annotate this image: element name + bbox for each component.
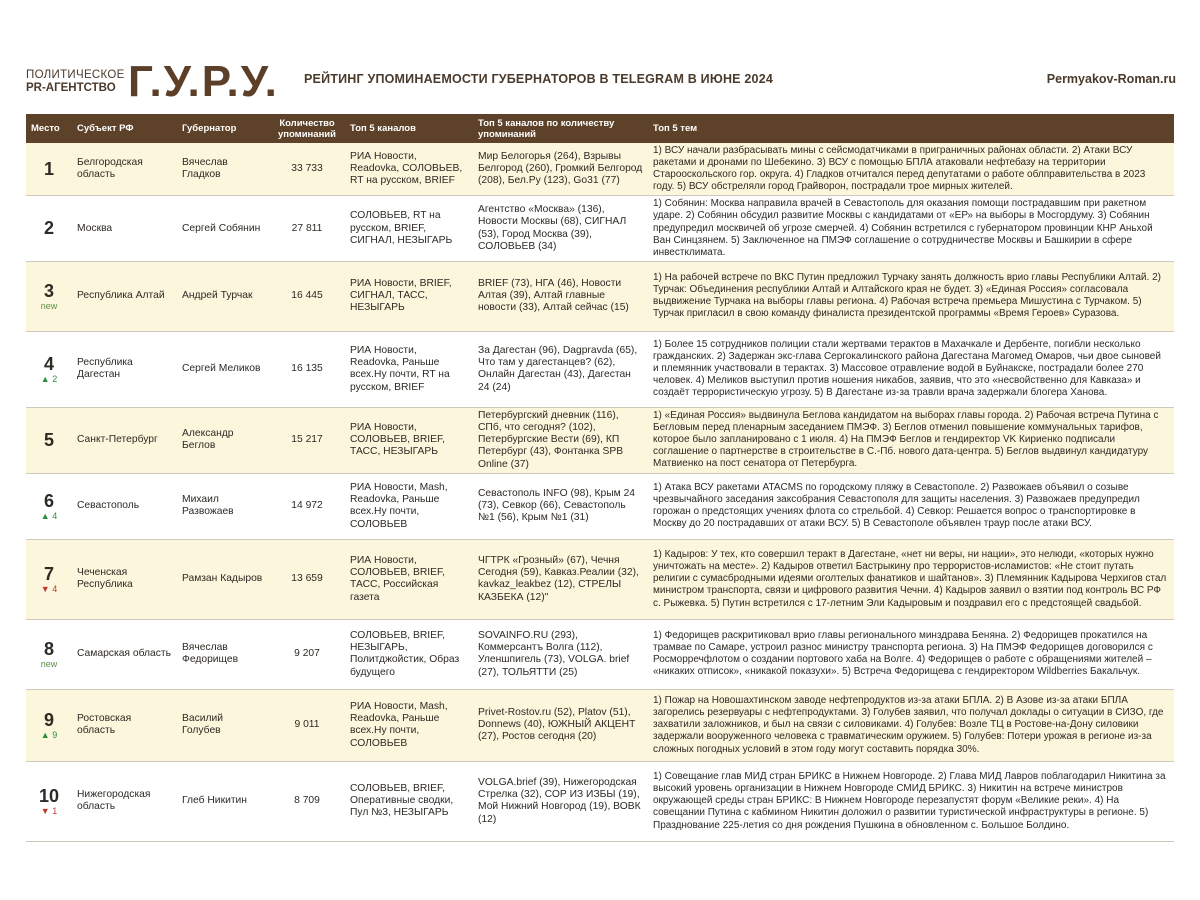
top-topics-cell: 1) ВСУ начали разбрасывать мины с сейсмодатчиками в приграничных районах области. 2) Атаки ВСУ ракетами и дронами по Шебекино. 3) ВСУ с помощью БПЛА атаковали нефтебазу на территории Старооскольского гор. округа. 4) Гладков отчитался перед депутатами о работе облправительства в 2023 году. 5) ВСУ обстреляли город Грайворон, пострадали трое мирных жителей. [648,143,1174,196]
region-cell: Белгородская область [72,143,177,196]
agency-line-1: ПОЛИТИЧЕСКОЕ [26,69,125,81]
top-channels-count-cell: VOLGA.brief (39), Нижегородская Стрелка (32), СОР ИЗ ИЗБЫ (19), Мой Нижний Новгород (19), ВОВК (12) [473,761,648,841]
rank-cell [26,619,72,689]
guru-logo: Г.У.Р.У. [128,57,279,106]
table-row [26,473,1174,539]
top-channels-count-cell: Агентство «Москва» (136), Новости Москвы (68), СИГНАЛ (53), Город Москва (39), СОЛОВЬЕВ (34) [473,196,648,261]
region-cell: Самарская область [72,619,177,689]
top-channels-cell: РИА Новости, СОЛОВЬЕВ, BRIEF, ТАСС, Российская газета [345,539,473,619]
rank-number: 7 [43,563,54,584]
governor-cell: Василий Голубев [177,689,269,761]
rank-change-badge: new [40,300,58,311]
region-cell: Чеченская Республика [72,539,177,619]
table-row [26,761,1174,841]
top-channels-count-cell: BRIEF (73), НГА (46), Новости Алтая (39), Алтай главные новости (33), Алтай сейчас (15) [473,261,648,331]
top-topics-cell: 1) Атака ВСУ ракетами ATACMS по городскому пляжу в Севастополе. 2) Развожаев объявил о созыве чрезвычайного заседания заксобрания Севастополя для защиты населения. 3) Развожаев предупредил горожан о предстоящих учениях флота со стрельбой. 4) Севкор: Решается вопрос о транспортировке в Москву до 20 пострадавших от атаки ВСУ. 5) В Севастополе объявлен траур после атаки ВСУ. [648,473,1174,539]
col-topics-header: Топ 5 тем [648,114,1174,143]
region-cell: Санкт-Петербург [72,407,177,473]
top-topics-cell: 1) Кадыров: У тех, кто совершил теракт в Дагестане, «нет ни веры, ни нации», это нелюди, «которых нужно уничтожать на месте». 2) Кадыров ответил Бастрыкину про террористов-исламистов: «Не стоит путать религии с сумасбродными идеями оголтелых фанатиков и шайтанов». 3) Племянник Кадырова Черхигов стал министром транспорта, связи и цифрового развития Чечни. 4) Кадыров заявил о взятии под контроль ВС РФ с. Рыжевка. 5) Путин встретился с 17-летним Эли Кадыровым и поздравил его с предстоящей свадьбой. [648,539,1174,619]
governor-cell: Рамзан Кадыров [177,539,269,619]
mentions-count-cell: 9 011 [269,689,345,761]
rank-cell [26,539,72,619]
region-cell: Республика Алтай [72,261,177,331]
rank-change-badge: ▲ 2 [40,373,58,384]
table-row [26,689,1174,761]
governor-cell: Михаил Развожаев [177,473,269,539]
rank-cell [26,689,72,761]
top-channels-cell: СОЛОВЬЕВ, BRIEF, Оперативные сводки, Пул №3, НЕЗЫГАРЬ [345,761,473,841]
top-topics-cell: 1) «Единая Россия» выдвинула Беглова кандидатом на выборах главы города. 2) Рабочая встреча Путина с Бегловым перед пленарным заседанием ПМЭФ. 3) Беглов отменил повышение коммунальных тарифов, которое было запланировано с 1 июля. 4) На ПМЭФ Беглов и гендиректор VK Кириенко подписали соглашение о партнерстве в строительстве в С.-Пб. нового дата-центра. 5) Беглов выдвинул кандидатуру Матвиенко на пост сенатора от Петербурга. [648,407,1174,473]
table-row [26,619,1174,689]
top-channels-cell: РИА Новости, Mash, Readovka, Раньше всех.Ну почти, СОЛОВЬЕВ [345,473,473,539]
top-channels-cell: РИА Новости, Readovka, Раньше всех.Ну почти, RT на русском, BRIEF [345,331,473,407]
region-cell: Ростовская область [72,689,177,761]
rank-number: 10 [38,785,60,806]
rank-change-badge: ▲ 9 [40,729,58,740]
rank-cell [26,331,72,407]
rank-cell [26,473,72,539]
rank-cell [26,143,72,196]
col-channels-header: Топ 5 каналов [345,114,473,143]
rank-change-badge: new [40,658,58,669]
mentions-count-cell: 33 733 [269,143,345,196]
governor-cell: Вячеслав Федорищев [177,619,269,689]
rank-number: 9 [43,709,54,730]
top-channels-count-cell: SOVAINFO.RU (293), Коммерсантъ Волга (112), Уленшпигель (73), VOLGA. brief (27), ТОЛЬЯТТИ (25) [473,619,648,689]
site-link[interactable]: Permyakov-Roman.ru [1046,72,1176,86]
top-channels-cell: СОЛОВЬЕВ, BRIEF, НЕЗЫГАРЬ, Политджойстик, Образ будущего [345,619,473,689]
governor-cell: Андрей Турчак [177,261,269,331]
governor-cell: Сергей Меликов [177,331,269,407]
rank-cell [26,261,72,331]
mentions-count-cell: 15 217 [269,407,345,473]
mentions-count-cell: 27 811 [269,196,345,261]
governor-cell: Сергей Собянин [177,196,269,261]
rank-cell [26,196,72,261]
governor-cell: Вячеслав Гладков [177,143,269,196]
rank-number: 6 [43,490,54,511]
col-rank-header: Место [26,114,72,143]
region-cell: Москва [72,196,177,261]
table-row [26,261,1174,331]
rank-number: 4 [43,353,54,374]
mentions-count-cell: 8 709 [269,761,345,841]
rank-cell [26,761,72,841]
rank-change-badge: ▼ 4 [40,583,58,594]
top-channels-count-cell: Севастополь INFO (98), Крым 24 (73), Севкор (66), Севастополь №1 (56), Крым №1 (31) [473,473,648,539]
table-row [26,331,1174,407]
col-channels-count-header: Топ 5 каналов по количеству упоминаний [473,114,648,143]
mentions-count-cell: 16 445 [269,261,345,331]
top-topics-cell: 1) Более 15 сотрудников полиции стали жертвами терактов в Махачкале и Дербенте, погибли несколько гражданских. 2) Задержан экс-глава Сергокалинского района Дагестана Магомед Омаров, чьи двое сыновей и племянник участвовали в терактах. 3) Массовое отравление водой в Буйнакске, пострадали более 270 человек. 4) Меликов выступил против ношения никабов, заявив, что это «несвойственно для Кавказа» и создаёт террористическую угрозу. 5) В Дагестане из-за травли врача задержали блогера Ханова. [648,331,1174,407]
top-channels-count-cell: Privet-Rostov.ru (52), Platov (51), Donnews (40), ЮЖНЫЙ АКЦЕНТ (27), Ростов сегодня (20) [473,689,648,761]
top-topics-cell: 1) На рабочей встрече по ВКС Путин предложил Турчаку занять должность врио главы Республики Алтай. 2) Турчак: Объединения республики Алтай и Алтайского края не будет. 3) «Единая Россия» согласовала выдвижение Турчака на выборы главы региона. 4) Рабочая встреча премьера Мишустина с Турчаком. 5) Турчак пригласил в свою команду финалиста президентской программы «Время Героев» Суразова. [648,261,1174,331]
top-channels-count-cell: Петербургский дневник (116), СПб, что сегодня? (102), Петербургские Вести (69), КП Петербург (43), Фонтанка SPB Online (37) [473,407,648,473]
col-count-header: Количество упоминаний [269,114,345,143]
region-cell: Севастополь [72,473,177,539]
top-topics-cell: 1) Федорищев раскритиковал врио главы регионального минздрава Беняна. 2) Федорищев прокатился на трамвае по Самаре, устроил разнос министру транспорта региона. 3) На ПМЭФ Федорищев договорился с Росморречфлотом о создании портового хаба на Волге. 4) Федорищев о работе с обращениями жителей – «никаких отписок», «никакой показухи». 5) Встреча Федорищева с гендиректором Wildberries Бакальчук. [648,619,1174,689]
governor-cell: Глеб Никитин [177,761,269,841]
top-channels-cell: РИА Новости, BRIEF, СИГНАЛ, ТАСС, НЕЗЫГАРЬ [345,261,473,331]
top-channels-count-cell: ЧГТРК «Грозный» (67), Чечня Сегодня (59), Кавказ.Реалии (32), kavkaz_leakbez (12), СТРЕЛЫ КАЗБЕКА (12)" [473,539,648,619]
top-channels-cell: РИА Новости, Mash, Readovka, Раньше всех.Ну почти, СОЛОВЬЕВ [345,689,473,761]
rank-number: 8 [43,638,54,659]
report-header [26,57,1176,106]
rank-change-badge: ▼ 1 [40,805,58,816]
table-row [26,143,1174,196]
report-title: РЕЙТИНГ УПОМИНАЕМОСТИ ГУБЕРНАТОРОВ В TELEGRAM В ИЮНЕ 2024 [304,72,774,86]
table-row [26,539,1174,619]
top-topics-cell: 1) Собянин: Москва направила врачей в Севастополь для оказания помощи пострадавшим при ракетном ударе. 2) Собянин обсудил развитие Москвы с кандидатами от «ЕР» на выборы в Мосгордуму. 3) Собянин предупредил москвичей об угрозе смерчей. 4) Собянин встретился с губернатором провинции КНР Аньхой Ван Синцзянем. 5) Заключенное на ПМЭФ соглашение о сотрудничестве Москвы и Башкирии в сфере инвестклимата. [648,196,1174,261]
mentions-count-cell: 16 135 [269,331,345,407]
governor-cell: Александр Беглов [177,407,269,473]
top-topics-cell: 1) Пожар на Новошахтинском заводе нефтепродуктов из-за атаки БПЛА. 2) В Азове из-за атаки БПЛА загорелись резервуары с нефтепродуктами. 3) Голубев заявил, что получал доклады о ситуации в СИЗО, где захватили заложников, и был на связи с силовиками. 4) Голубев: Возле ТЦ в Ростове-на-Дону силовики задержали вооруженного человека с травматическим оружием. 5) Голубев: Потери урожая в регионе из-за сложных погодных условий в этом году могут составить порядка 30%. [648,689,1174,761]
col-region-header: Субъект РФ [72,114,177,143]
table-row [26,196,1174,261]
mentions-count-cell: 9 207 [269,619,345,689]
table-row [26,407,1174,473]
rank-number: 5 [43,429,54,450]
top-channels-cell: СОЛОВЬЕВ, RT на русском, BRIEF, СИГНАЛ, НЕЗЫГАРЬ [345,196,473,261]
agency-label [26,69,125,95]
rating-table [26,114,1174,842]
top-channels-count-cell: За Дагестан (96), Dagpravda (65), Что там у дагестанцев? (62), Онлайн Дагестан (43), Дагестан 24 (24) [473,331,648,407]
top-channels-cell: РИА Новости, СОЛОВЬЕВ, BRIEF, ТАСС, НЕЗЫГАРЬ [345,407,473,473]
rank-number: 1 [43,158,54,179]
top-channels-count-cell: Мир Белогорья (264), Взрывы Белгород (260), Громкий Белгород (208), Бел.Ру (123), Go31 (77) [473,143,648,196]
top-channels-cell: РИА Новости, Readovka, СОЛОВЬЕВ, RT на русском, BRIEF [345,143,473,196]
rank-number: 3 [43,280,54,301]
rank-number: 2 [43,218,54,239]
rank-cell [26,407,72,473]
table-header-row [26,114,1174,143]
agency-line-2: PR-АГЕНТСТВО [26,82,116,94]
mentions-count-cell: 14 972 [269,473,345,539]
rank-change-badge: ▲ 4 [40,510,58,521]
top-topics-cell: 1) Совещание глав МИД стран БРИКС в Нижнем Новгороде. 2) Глава МИД Лавров поблагодарил Никитина за высокий уровень организации в Нижнем Новгороде СМИД БРИКС. 3) Никитин на встрече министров окружающей среды стран БРИКС: В Нижнем Новгороде перезапустят форум «Великие реки». 4) На совещании Путина с кабмином Никитин доложил о развитии туристической инфраструктуры в регионе. 5) Празднование 225-летия со дня рождения Пушкина в обновленном с. Большое Болдино. [648,761,1174,841]
mentions-count-cell: 13 659 [269,539,345,619]
col-governor-header: Губернатор [177,114,269,143]
region-cell: Нижегородская область [72,761,177,841]
region-cell: Республика Дагестан [72,331,177,407]
